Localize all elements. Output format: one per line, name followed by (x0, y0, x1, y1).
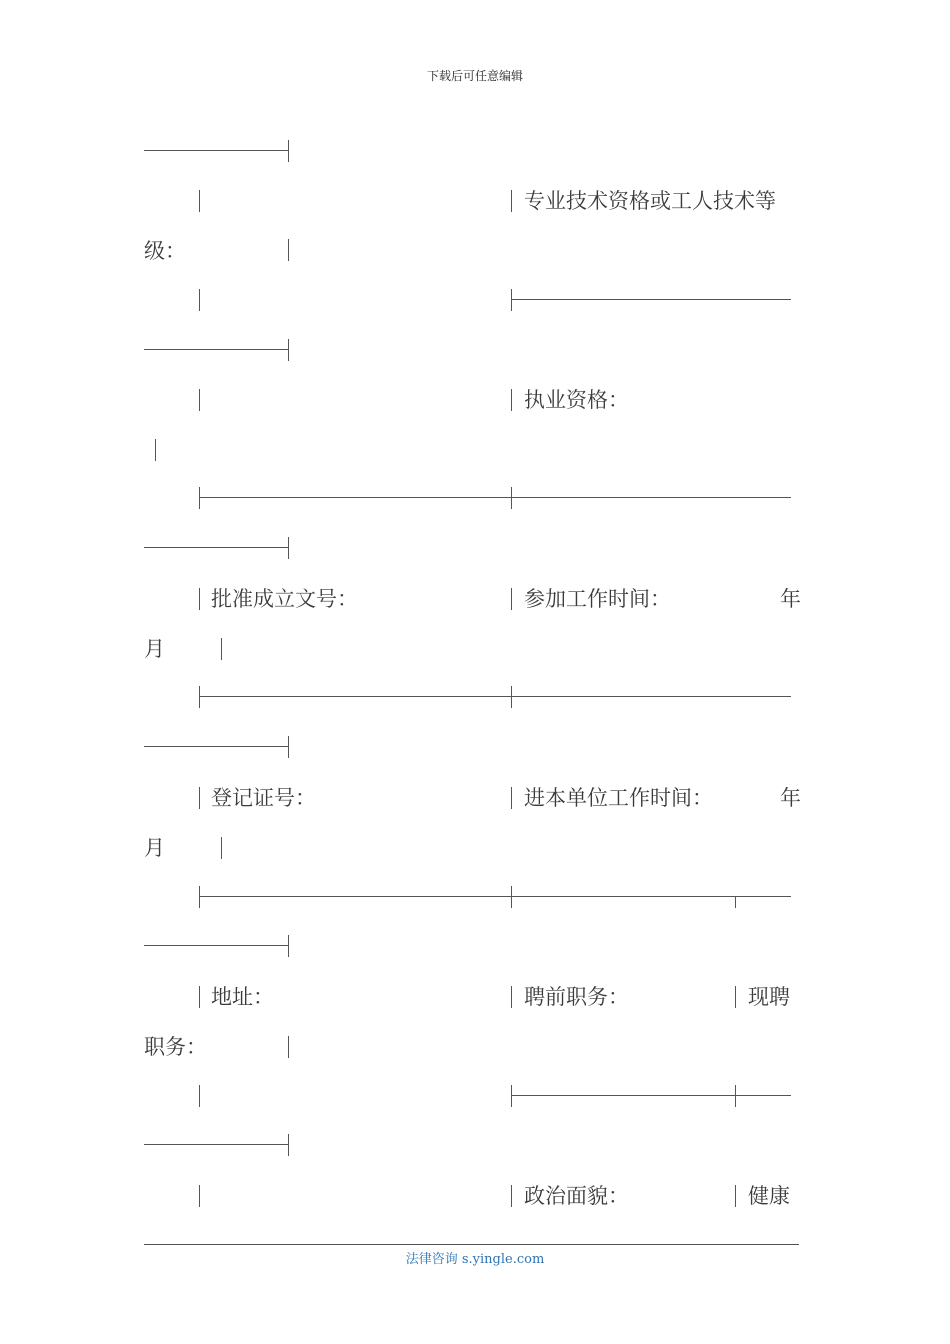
table-border (511, 1185, 512, 1207)
table-border (199, 389, 200, 411)
table-rule (200, 896, 791, 897)
table-border (735, 986, 736, 1008)
qualification-label-cont: 级： (144, 239, 186, 263)
table-rule (512, 299, 791, 300)
table-border (288, 935, 289, 957)
table-rule (144, 945, 289, 946)
address-label: 地址： (211, 985, 274, 1009)
table-rule (144, 349, 289, 350)
qualification-label: 专业技术资格或工人技术等 (524, 189, 776, 213)
current-position-label-cont: 职务： (144, 1035, 207, 1059)
table-border (199, 686, 200, 708)
year-label: 年 (780, 786, 801, 810)
table-border (199, 886, 200, 908)
table-border (511, 190, 512, 212)
table-border (288, 239, 289, 261)
political-label: 政治面貌： (524, 1184, 629, 1208)
table-border (511, 389, 512, 411)
table-border (155, 439, 156, 461)
table-border (199, 487, 200, 509)
table-border (221, 638, 222, 660)
table-border (221, 837, 222, 859)
table-border (511, 487, 512, 509)
table-border (288, 1134, 289, 1156)
table-rule (512, 1095, 791, 1096)
table-border (199, 787, 200, 809)
table-border (511, 1085, 512, 1107)
page-header: 下载后可任意编辑 (426, 69, 523, 83)
table-border (735, 1085, 736, 1107)
table-border (199, 289, 200, 311)
health-label: 健康 (748, 1184, 790, 1208)
footer-link[interactable]: 法律咨询 s.yingle.com (405, 1252, 545, 1267)
table-border (511, 588, 512, 610)
approval-label: 批准成立文号： (211, 587, 358, 611)
registration-label: 登记证号： (211, 786, 316, 810)
table-border (511, 886, 512, 908)
month-label: 月 (144, 637, 165, 661)
table-rule (200, 497, 791, 498)
unit-start-label: 进本单位工作时间： (524, 786, 713, 810)
table-border (199, 1185, 200, 1207)
current-position-label: 现聘 (748, 985, 790, 1009)
footer-divider (144, 1244, 799, 1245)
table-rule (144, 1144, 289, 1145)
table-border (735, 1185, 736, 1207)
table-rule (144, 150, 289, 151)
table-rule (200, 696, 791, 697)
table-border (199, 190, 200, 212)
table-border (288, 537, 289, 559)
table-rule (144, 547, 289, 548)
table-border (511, 686, 512, 708)
table-border (735, 896, 736, 908)
month-label: 月 (144, 836, 165, 860)
table-border (511, 787, 512, 809)
table-border (288, 140, 289, 162)
table-border (288, 339, 289, 361)
table-border (199, 986, 200, 1008)
work-start-label: 参加工作时间： (524, 587, 671, 611)
table-border (511, 986, 512, 1008)
table-border (288, 736, 289, 758)
year-label: 年 (780, 587, 801, 611)
table-border (511, 289, 512, 311)
table-rule (144, 746, 289, 747)
table-border (288, 1036, 289, 1058)
table-border (199, 1085, 200, 1107)
table-border (199, 588, 200, 610)
prev-position-label: 聘前职务： (524, 985, 629, 1009)
practice-label: 执业资格： (524, 388, 629, 412)
